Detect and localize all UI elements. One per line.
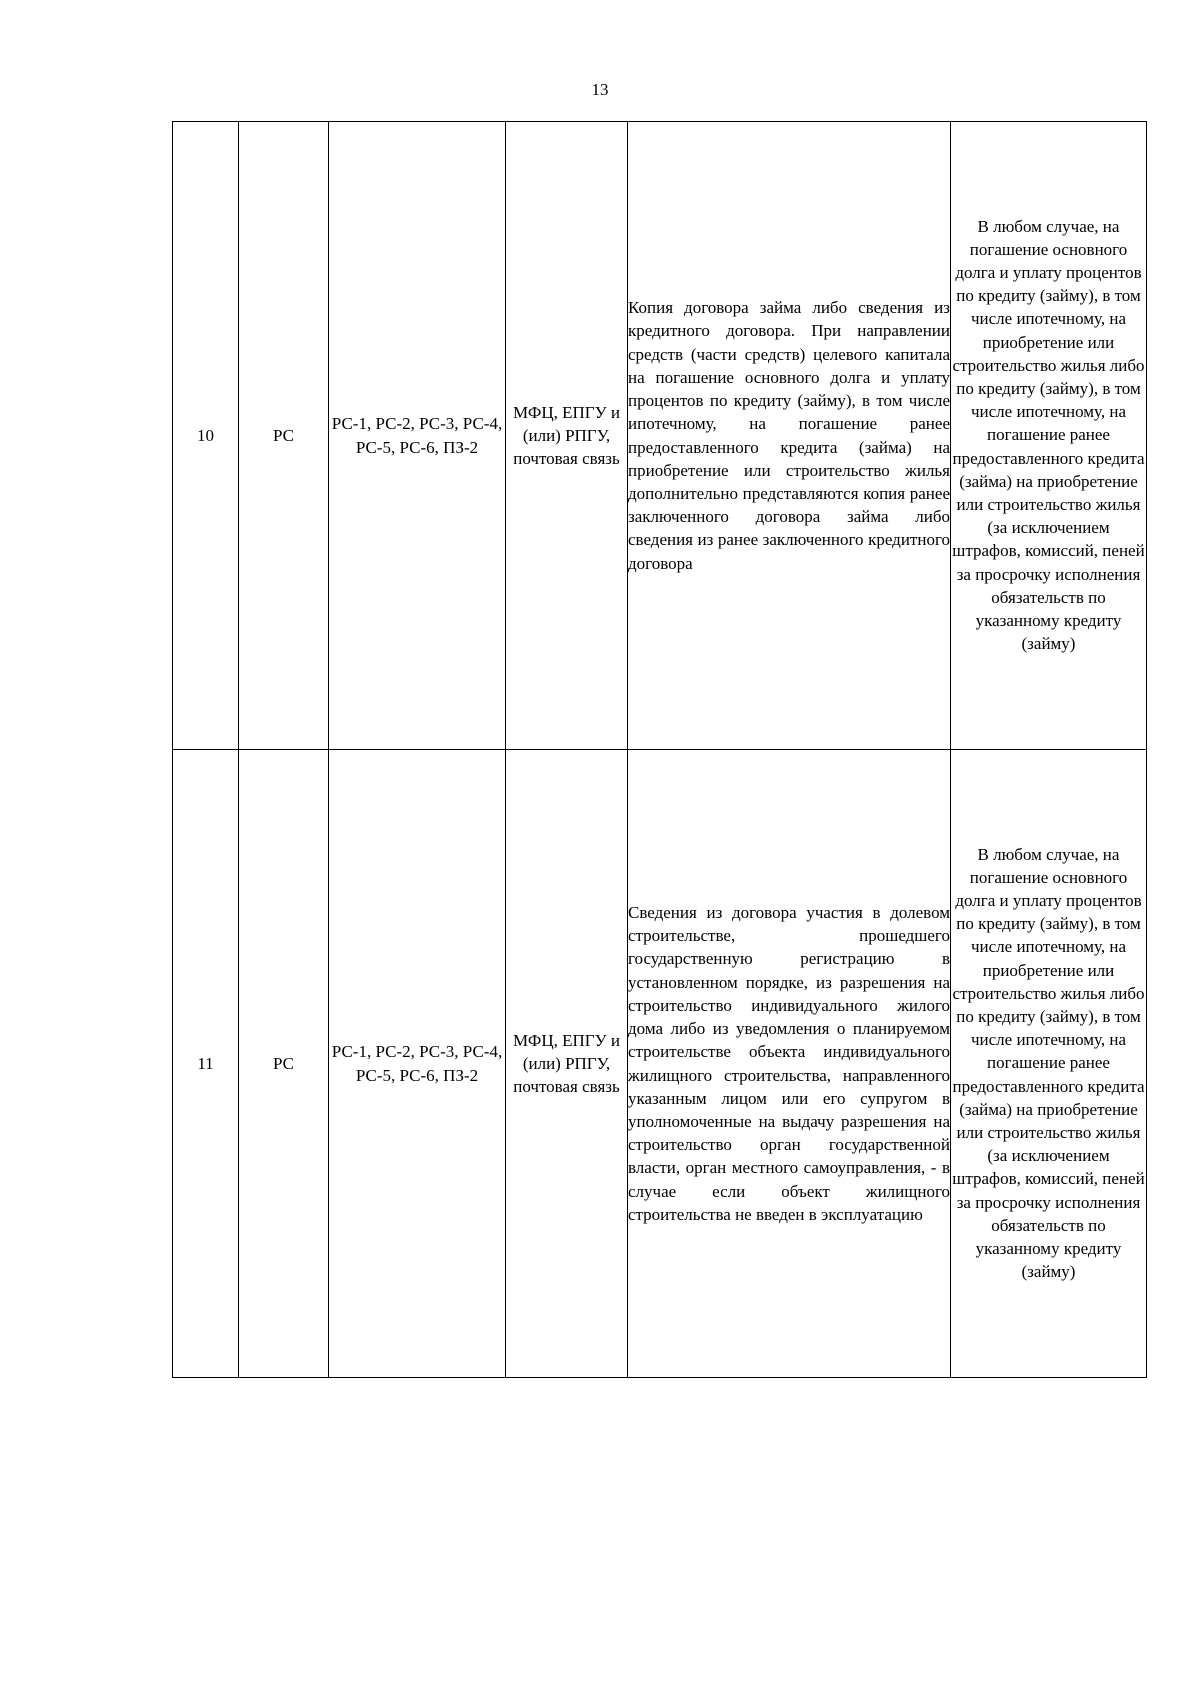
- row-number: 11: [197, 1053, 214, 1073]
- row-codes-cell: [329, 122, 506, 750]
- row-channel-cell: [506, 122, 628, 750]
- row-number: 10: [197, 425, 214, 445]
- row-codes: РС-1, РС-2, РС-3, РС-4, РС-5, РС-6, ПЗ-2: [331, 1042, 503, 1085]
- row-channel-cell: [506, 750, 628, 1378]
- row-type-cell: [239, 122, 329, 750]
- row-type: РС: [272, 425, 294, 445]
- row-codes: РС-1, РС-2, РС-3, РС-4, РС-5, РС-6, ПЗ-2: [331, 414, 503, 457]
- row-type-cell: [239, 750, 329, 1378]
- row-channel: МФЦ, ЕПГУ и (или) РПГУ, почтовая связь: [513, 1030, 620, 1097]
- row-document-cell: [628, 750, 951, 1378]
- row-number-cell: [173, 750, 239, 1378]
- row-note: В любом случае, на погашение основного долга и уплату процентов по кредиту (займу), в том числе ипотечному, на приобретение или строительство жилья либо по кредиту (займу), в том числе ипотечному, на погашение ранее предоставленного кредита (займа) на приобретение или строительство жилья (за исключением штрафов, комиссий, пеней за просрочку исполнения обязательств по указанному кредиту (займу): [952, 844, 1145, 1282]
- table-row: [173, 750, 1147, 1378]
- row-type: РС: [272, 1053, 294, 1073]
- page-number: 13: [591, 80, 609, 99]
- row-number-cell: [173, 122, 239, 750]
- row-note-cell: [951, 750, 1147, 1378]
- documents-table: [172, 121, 1147, 1378]
- row-codes-cell: [329, 750, 506, 1378]
- row-document: Сведения из договора участия в долевом строительстве, прошедшего государственную регистрацию в установленном порядке, из разрешения на строительство индивидуального жилого дома либо из уведомления о планируемом строительстве объекта индивидуального жилищного строительства, направленного указанным лицом или его супругом в уполномоченные на выдачу разрешения на строительство орган государственной власти, орган местного самоуправления, - в случае если объект жилищного строительства не введен в эксплуатацию: [628, 903, 950, 1224]
- row-note: В любом случае, на погашение основного долга и уплату процентов по кредиту (займу), в том числе ипотечному, на приобретение или строительство жилья либо по кредиту (займу), в том числе ипотечному, на погашение ранее предоставленного кредита (займа) на приобретение или строительство жилья (за исключением штрафов, комиссий, пеней за просрочку исполнения обязательств по указанному кредиту (займу): [952, 216, 1145, 654]
- row-document-cell: [628, 122, 951, 750]
- table-row: [173, 122, 1147, 750]
- row-document: Копия договора займа либо сведения из кредитного договора. При направлении средств (части средств) целевого капитала на погашение основного долга и уплату процентов по кредиту (займу), в том числе ипотечному, на погашение ранее предоставленного кредита (займа) на приобретение или строительство жилья дополнительно представляются копия ранее заключенного договора займа либо сведения из ранее заключенного кредитного договора: [628, 298, 950, 573]
- row-note-cell: [951, 122, 1147, 750]
- row-channel: МФЦ, ЕПГУ и (или) РПГУ, почтовая связь: [513, 402, 620, 469]
